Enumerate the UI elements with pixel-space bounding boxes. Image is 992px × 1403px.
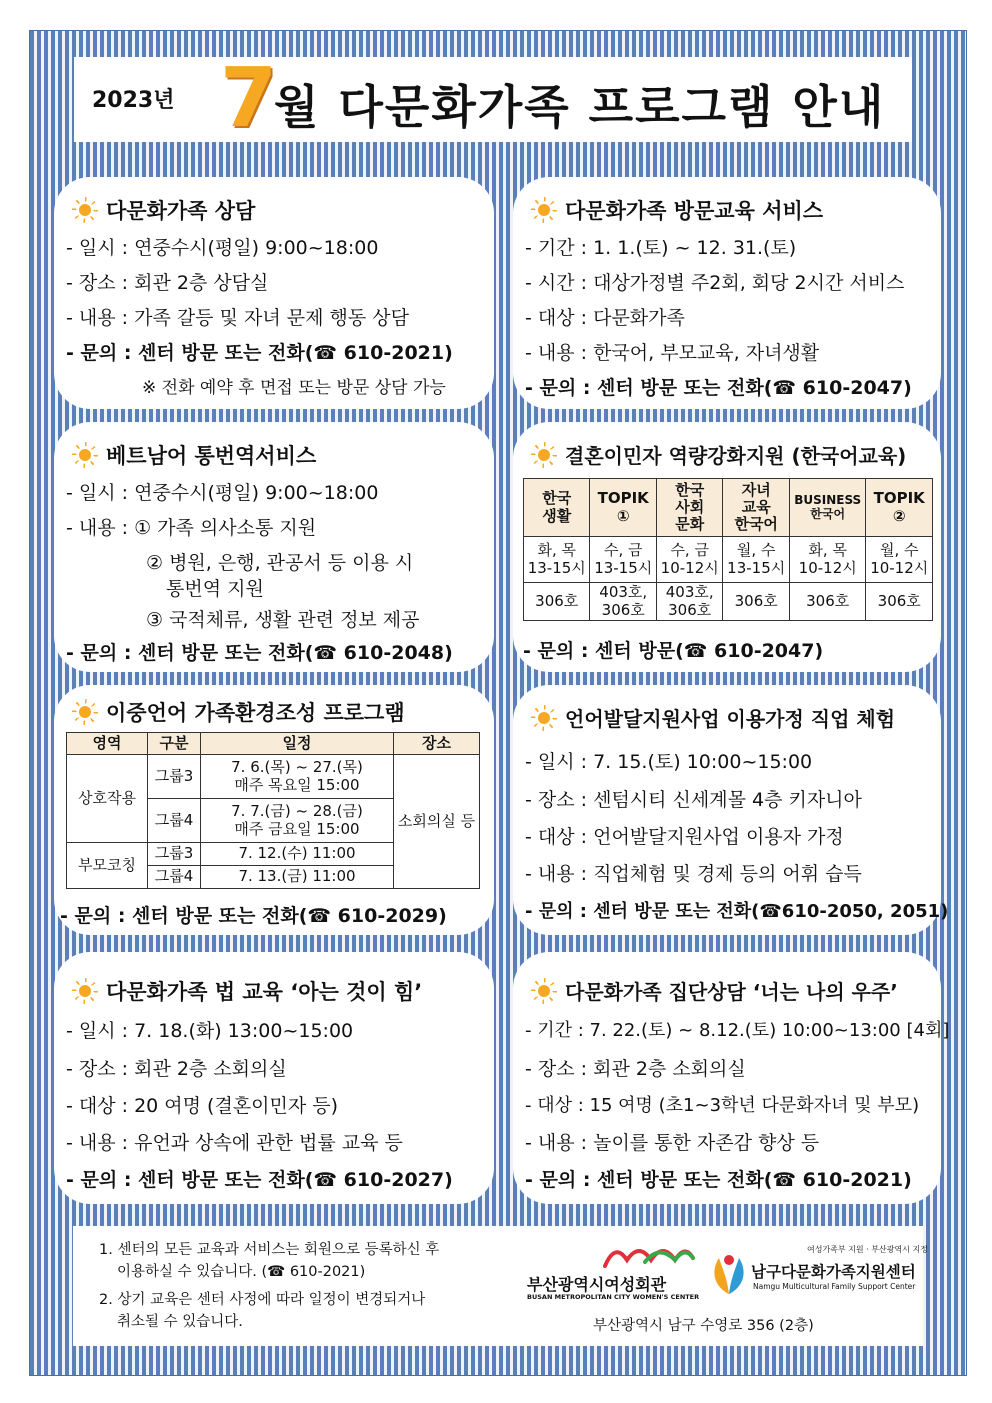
- vietnam-line-1: - 일시 : 연중수시(평일) 9:00~18:00: [66, 482, 379, 504]
- job-line-4: - 내용 : 직업체험 및 경제 등의 어휘 습득: [525, 863, 862, 885]
- law-line-4: - 내용 : 유언과 상속에 관한 법률 교육 등: [66, 1132, 403, 1154]
- table-header: 자녀 교육 한국어: [723, 479, 789, 537]
- card-title: 다문화가족 법 교육 ‘아는 것이 힘’: [106, 980, 423, 1004]
- visit-line-4: - 내용 : 한국어, 부모교육, 자녀생활: [525, 342, 820, 364]
- bilingual-schedule-table: [66, 732, 480, 889]
- vietnam-line-5: ③ 국적체류, 생활 관련 정보 제공: [146, 609, 420, 631]
- table-cell: 화, 목 13-15시: [524, 537, 590, 583]
- sun-icon: [531, 705, 557, 731]
- group-line-5: - 문의 : 센터 방문 또는 전화(☎ 610-2021): [525, 1169, 912, 1191]
- namgu-center-name-en: Namgu Multicultural Family Support Center: [753, 1282, 916, 1291]
- table-cell: 403호, 306호: [656, 583, 722, 621]
- namgu-center-sub: 여성가족부 지원 · 부산광역시 지정: [807, 1245, 928, 1254]
- consult-line-1: - 일시 : 연중수시(평일) 9:00~18:00: [66, 237, 379, 259]
- table-cell: 403호, 306호: [590, 583, 656, 621]
- law-line-3: - 대상 : 20 여명 (결혼이민자 등): [66, 1095, 339, 1117]
- title-banner: [74, 51, 912, 146]
- table-cell: 306호: [723, 583, 789, 621]
- card-job: [513, 685, 949, 935]
- card-korean: [513, 422, 941, 672]
- table-header: TOPIK ①: [590, 479, 656, 537]
- table-cell: 그룹3: [148, 843, 201, 866]
- job-line-1: - 일시 : 7. 15.(토) 10:00~15:00: [525, 751, 813, 773]
- footer-box: [73, 1226, 928, 1346]
- namgu-center-name: 남구다문화가족지원센터: [751, 1263, 916, 1281]
- consult-line-2: - 장소 : 회관 2층 상담실: [66, 272, 269, 294]
- table-cell: 그룹3: [148, 755, 201, 799]
- table-header: 구분: [148, 733, 201, 755]
- table-cell: 7. 13.(금) 11:00: [201, 866, 394, 889]
- womens-center-logo-icon: [601, 1238, 697, 1270]
- womens-center-name: 부산광역시여성회관: [527, 1275, 667, 1294]
- consult-line-3: - 내용 : 가족 갈등 및 자녀 문제 행동 상담: [66, 307, 409, 329]
- table-header: TOPIK ②: [866, 479, 933, 537]
- table-cell: 수, 금 13-15시: [590, 537, 656, 583]
- group-line-1: - 기간 : 7. 22.(토) ~ 8.12.(토) 10:00~13:00 [4회]: [525, 1020, 950, 1041]
- card-visit: [513, 177, 941, 409]
- job-line-5: - 문의 : 센터 방문 또는 전화(☎610-2050, 2051): [525, 901, 949, 922]
- table-cell: 7. 7.(금) ~ 28.(금) 매주 금요일 15:00: [201, 799, 394, 843]
- visit-line-3: - 대상 : 다문화가족: [525, 307, 685, 329]
- card-title: 다문화가족 방문교육 서비스: [565, 199, 824, 223]
- table-cell: 수, 금 10-12시: [656, 537, 722, 583]
- sun-icon: [72, 978, 98, 1004]
- card-title: 베트남어 통번역서비스: [106, 444, 317, 468]
- card-title: 이중언어 가족환경조성 프로그램: [106, 701, 405, 725]
- table-cell: 그룹4: [148, 866, 201, 889]
- sun-icon: [72, 197, 98, 223]
- korean-schedule-table: [523, 478, 933, 621]
- womens-center-name-en: BUSAN METROPOLITAN CITY WOMEN'S CENTER: [527, 1293, 700, 1301]
- vietnam-line-2: - 내용 : ① 가족 의사소통 지원: [66, 517, 317, 539]
- table-cell: 306호: [789, 583, 866, 621]
- table-header: 한국 사회 문화: [656, 479, 722, 537]
- card-title: 다문화가족 상담: [106, 199, 256, 223]
- job-line-2: - 장소 : 센텀시티 신세계몰 4층 키자니아: [525, 789, 862, 811]
- title-year: 2023년: [92, 88, 175, 113]
- consult-note: ※ 전화 예약 후 면접 또는 방문 상담 가능: [142, 378, 446, 398]
- card-bilingual: [54, 685, 494, 935]
- table-header: 일정: [201, 733, 394, 755]
- table-cell: 306호: [866, 583, 933, 621]
- table-cell: 화, 목 10-12시: [789, 537, 866, 583]
- table-cell: 7. 12.(수) 11:00: [201, 843, 394, 866]
- card-group: [513, 952, 950, 1204]
- table-cell: 월, 수 10-12시: [866, 537, 933, 583]
- visit-line-1: - 기간 : 1. 1.(토) ~ 12. 31.(토): [525, 237, 797, 259]
- vietnam-line-3: ② 병원, 은행, 관공서 등 이용 시: [146, 552, 414, 574]
- table-cell: 부모코칭: [67, 843, 148, 889]
- footer-note-1a: 1. 센터의 모든 교육과 서비스는 회원으로 등록하신 후: [99, 1242, 440, 1258]
- footer-note-2b: 취소될 수 있습니다.: [117, 1314, 243, 1330]
- bilingual-contact: - 문의 : 센터 방문 또는 전화(☎ 610-2029): [60, 905, 447, 927]
- address: 부산광역시 남구 수영로 356 (2층): [593, 1318, 814, 1334]
- table-cell: 306호: [524, 583, 590, 621]
- sun-icon: [531, 442, 557, 468]
- sun-icon: [531, 197, 557, 223]
- card-consult: [54, 177, 494, 409]
- group-line-2: - 장소 : 회관 2층 소회의실: [525, 1058, 746, 1080]
- table-cell: 월, 수 13-15시: [723, 537, 789, 583]
- law-line-5: - 문의 : 센터 방문 또는 전화(☎ 610-2027): [66, 1169, 453, 1191]
- job-line-3: - 대상 : 언어발달지원사업 이용자 가정: [525, 826, 844, 848]
- sun-icon: [531, 978, 557, 1004]
- card-title: 다문화가족 집단상담 ‘너는 나의 우주’: [565, 980, 898, 1004]
- title-month: 7: [220, 51, 278, 146]
- law-line-1: - 일시 : 7. 18.(화) 13:00~15:00: [66, 1020, 354, 1042]
- table-cell: 7. 6.(목) ~ 27.(목) 매주 목요일 15:00: [201, 755, 394, 799]
- card-title: 언어발달지원사업 이용가정 직업 체험: [565, 707, 896, 731]
- law-line-2: - 장소 : 회관 2층 소회의실: [66, 1058, 287, 1080]
- card-vietnam: [54, 422, 494, 672]
- visit-line-5: - 문의 : 센터 방문 또는 전화(☎ 610-2047): [525, 377, 912, 399]
- visit-line-2: - 시간 : 대상가정별 주2회, 회당 2시간 서비스: [525, 272, 905, 294]
- page-title: 월 다문화가족 프로그램 안내: [274, 80, 886, 134]
- table-cell: 상호작용: [67, 755, 148, 843]
- namgu-center-logo-icon: [709, 1252, 749, 1296]
- table-header: 한국 생활: [524, 479, 590, 537]
- table-cell: 소회의실 등: [394, 755, 480, 889]
- consult-line-4: - 문의 : 센터 방문 또는 전화(☎ 610-2021): [66, 342, 453, 364]
- korean-contact: - 문의 : 센터 방문(☎ 610-2047): [523, 640, 824, 662]
- card-title: 결혼이민자 역량강화지원 (한국어교육): [565, 444, 907, 468]
- table-header: 장소: [394, 733, 480, 755]
- footer-note-2a: 2. 상기 교육은 센터 사정에 따라 일정이 변경되거나: [99, 1292, 426, 1308]
- footer-note-1b: 이용하실 수 있습니다. (☎ 610-2021): [117, 1264, 366, 1280]
- vietnam-line-4: 통번역 지원: [166, 578, 264, 600]
- group-line-3: - 대상 : 15 여명 (초1~3학년 다문화자녀 및 부모): [525, 1095, 920, 1116]
- card-law: [54, 952, 494, 1204]
- table-header: BUSINESS 한국어: [789, 479, 866, 537]
- sun-icon: [72, 442, 98, 468]
- vietnam-line-6: - 문의 : 센터 방문 또는 전화(☎ 610-2048): [66, 642, 453, 664]
- sun-icon: [72, 699, 98, 725]
- table-header: 영역: [67, 733, 148, 755]
- group-line-4: - 내용 : 놀이를 통한 자존감 향상 등: [525, 1132, 820, 1154]
- table-cell: 그룹4: [148, 799, 201, 843]
